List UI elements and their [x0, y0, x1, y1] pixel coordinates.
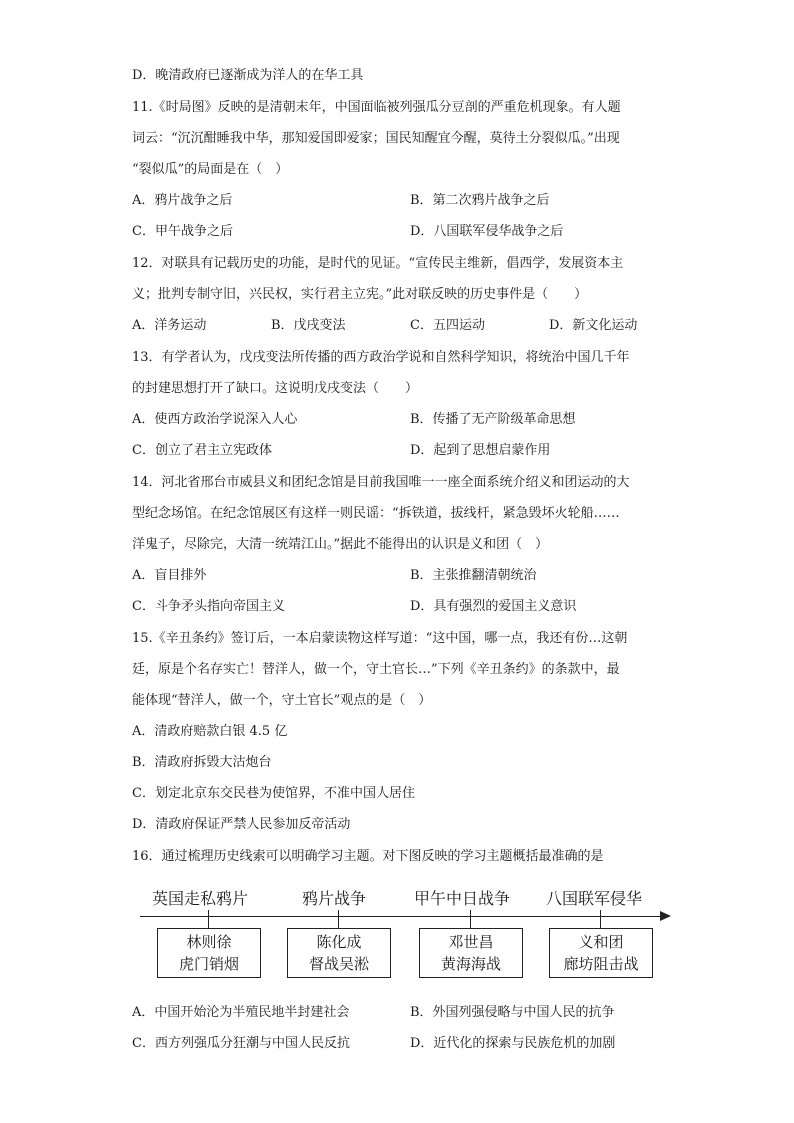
prev-option-d: D．晚清政府已逐渐成为洋人的在华工具	[132, 68, 364, 83]
box-line: 义和团	[578, 933, 624, 951]
q11-stem: 词云：“沉沉酣睡我中华，那知爱国即爱家；国民知醒宜今醒，莫待土分裂似瓜。”出现	[132, 131, 620, 146]
q16-stem: 16．通过梳理历史线索可以明确学习主题。对下图反映的学习主题概括最准确的是	[132, 849, 604, 864]
q15-option-c[interactable]: C．划定北京东交民巷为使馆界，不准中国人居住	[132, 786, 415, 801]
box-line: 虎门销烟	[178, 955, 239, 973]
q16-option-b[interactable]: B．外国列强侵略与中国人民的抗争	[410, 1005, 615, 1020]
timeline-box	[419, 928, 523, 978]
timeline-tick	[470, 910, 471, 928]
box-line: 林则徐	[186, 933, 232, 951]
timeline-axis	[140, 916, 664, 917]
q11-option-a[interactable]: A．鸦片战争之后	[132, 193, 233, 208]
q11-stem: 11.《时局图》反映的是清朝末年，中国面临被列强瓜分豆剖的严重危机现象。有人题	[132, 100, 621, 115]
box-line: 黄海海战	[440, 955, 501, 973]
q12-option-c[interactable]: C．五四运动	[410, 318, 485, 333]
q11-stem: “裂似瓜”的局面是在（ ）	[132, 162, 289, 177]
q12-option-d[interactable]: D．新文化运动	[549, 318, 638, 333]
q13-option-b[interactable]: B．传播了无产阶级革命思想	[410, 412, 576, 427]
q14-stem: 型纪念场馆。在纪念馆展区有这样一则民谣：“拆铁道，拔线杆，紧急毁坏火轮船……	[132, 506, 620, 521]
arrow-right-icon	[660, 911, 671, 921]
timeline-box	[287, 928, 391, 978]
timeline-tick	[208, 910, 209, 928]
q11-option-c[interactable]: C．甲午战争之后	[132, 224, 233, 239]
timeline-tick	[600, 910, 601, 928]
q14-option-b[interactable]: B．主张推翻清朝统治	[410, 568, 537, 583]
box-line: 邓世昌	[448, 933, 494, 951]
q13-option-a[interactable]: A．使西方政治学说深入人心	[132, 412, 298, 427]
q12-stem: 义；批判专制守旧，兴民权，实行君主立宪。”此对联反映的历史事件是（ ）	[132, 287, 588, 302]
q16-option-d[interactable]: D．近代化的探索与民族危机的加剧	[410, 1036, 616, 1051]
q15-option-b[interactable]: B．清政府拆毁大沽炮台	[132, 755, 272, 770]
timeline-event: 八国联军侵华	[546, 889, 643, 908]
timeline-event: 英国走私鸦片	[152, 889, 249, 908]
q12-option-b[interactable]: B．戊戌变法	[271, 318, 346, 333]
q14-stem: 14．河北省邢台市威县义和团纪念馆是目前我国唯一一座全面系统介绍义和团运动的大	[132, 475, 630, 490]
q15-option-d[interactable]: D．清政府保证严禁人民参加反帝活动	[132, 817, 351, 832]
q13-option-c[interactable]: C．创立了君主立宪政体	[132, 443, 272, 458]
q15-stem: 能体现“替洋人，做一个，守土官长”观点的是（ ）	[132, 693, 432, 708]
q15-stem: 廷，原是个名存实亡！替洋人，做一个，守土官长…”下列《辛丑条约》的条款中，最	[132, 662, 620, 677]
q11-option-b[interactable]: B．第二次鸦片战争之后	[410, 193, 550, 208]
q12-option-a[interactable]: A．洋务运动	[132, 318, 207, 333]
q13-stem: 13．有学者认为，戊戌变法所传播的西方政治学说和自然科学知识，将统治中国几千年	[132, 350, 630, 365]
q11-option-d[interactable]: D．八国联军侵华战争之后	[410, 224, 564, 239]
q14-stem: 洋鬼子，尽除完，大清一统靖江山。”据此不能得出的认识是义和团（ ）	[132, 537, 549, 552]
q16-option-a[interactable]: A．中国开始沦为半殖民地半封建社会	[132, 1005, 350, 1020]
timeline-tick	[338, 910, 339, 928]
box-line: 督战吴淞	[308, 955, 369, 973]
q14-option-d[interactable]: D．具有强烈的爱国主义意识	[410, 599, 577, 614]
timeline-box	[157, 928, 261, 978]
q14-option-a[interactable]: A．盲目排外	[132, 568, 207, 583]
timeline-event: 甲午中日战争	[414, 889, 511, 908]
box-line: 陈化成	[316, 933, 362, 951]
q15-option-a[interactable]: A．清政府赔款白银 4.5 亿	[132, 724, 288, 739]
box-line: 廊坊阻击战	[563, 955, 639, 973]
q16-option-c[interactable]: C．西方列强瓜分狂潮与中国人民反抗	[132, 1036, 350, 1051]
q13-stem: 的封建思想打开了缺口。这说明戊戌变法（ ）	[132, 381, 419, 396]
q13-option-d[interactable]: D．起到了思想启蒙作用	[410, 443, 551, 458]
history-timeline	[140, 880, 680, 990]
timeline-event: 鸦片战争	[302, 889, 367, 908]
q15-stem: 15.《辛丑条约》签订后，一本启蒙读物这样写道：“这中国，哪一点，我还有份…这朝	[132, 631, 628, 646]
q12-stem: 12．对联具有记载历史的功能，是时代的见证。“宣传民主维新，倡西学，发展资本主	[132, 256, 624, 271]
timeline-box	[549, 928, 653, 978]
q14-option-c[interactable]: C．斗争矛头指向帝国主义	[132, 599, 285, 614]
